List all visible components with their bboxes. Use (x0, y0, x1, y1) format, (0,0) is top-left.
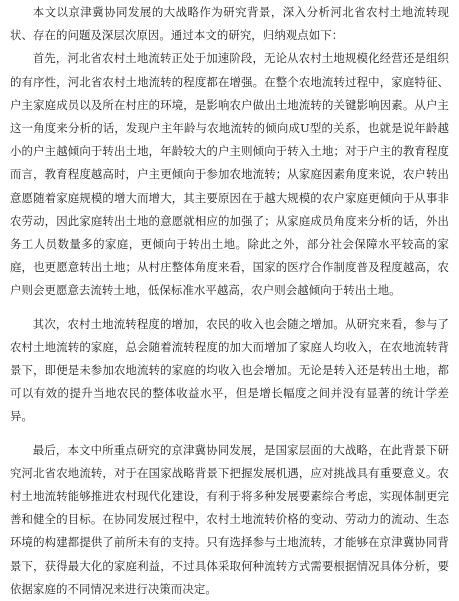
paragraph-second-point: 其次，农村土地流转程度的增加，农民的收入也会随之增加。从研究来看，参与了农村土地流转的家庭，总会随着流转程度的加大而增加了家庭人均收入，在农地流转背景下，即便是未参加农地流转的家庭的均收入也会增加。无论是转入还是转出土地，都可以有效的提升当地农民的整体收益水平，但是增长幅度之间并没有显著的统计学差异。 (10, 316, 449, 424)
paragraph-final-point: 最后，本文中所重点研究的京津冀协同发展，是国家层面的大战略，在此背景下研究河北省农地流转，对于在国家战略背景下把握发展机遇，应对挑战具有重要意义。农村土地流转能够推进农村现代化建设，有利于将多种发展要素综合考虑，实现体制更完善和健全的目标。在协同发展过程中，农村土地流转价格的变动、劳动力的流动、生态环境的构建都提供了前所未有的支持。只有选择参与土地流转，才能够在京津冀协同背景下，获得最大化的家庭利益，不过具体采取何种流转方式需要根据情况具体分析，要依据家庭的不同情况来进行决策而决定。 (10, 442, 449, 596)
paragraph-first-point: 首先，河北省农村土地流转正处于加速阶段，无论从农村土地规模化经营还是组织的有序性，河北省农村土地流转的程度都在增强。在整个农地流转过程中，家庭特征、户主家庭成员以及所在村庄的环境，是影响农户做出土地流转的关键影响因素。从户主这一角度来分析的话，发现户主年龄与农地流转的倾向成U型的关系，也就是说年龄越小的户主越倾向于转出土地，年龄较大的户主则倾向于转入土地；对于户主的教育程度而言，教育程度越高时，户主更倾向于参加农地流转；从家庭因素角度来说，农户转出意愿随着家庭规模的增大而增大，其主要原因在于越大规模的农户家庭更倾向于从事非农劳动，因此家庭转出土地的意愿就相应的加强了；从家庭成员角度来分析的话，外出务工人员数量多的家庭，更倾向于转出土地。除此之外，部分社会保障水平较高的家庭，也更愿意转出土地；从村庄整体角度来看，国家的医疗合作制度普及程度越高，农户则会更愿意去流转土地，低保标准水平越高，农户则会越倾向于转出土地。 (10, 51, 449, 298)
paragraph-intro: 本文以京津冀协同发展的大战略作为研究背景，深入分析河北省农村土地流转现状、存在的问题及深层次原因。通过本文的研究，归纳观点如下： (10, 5, 449, 43)
